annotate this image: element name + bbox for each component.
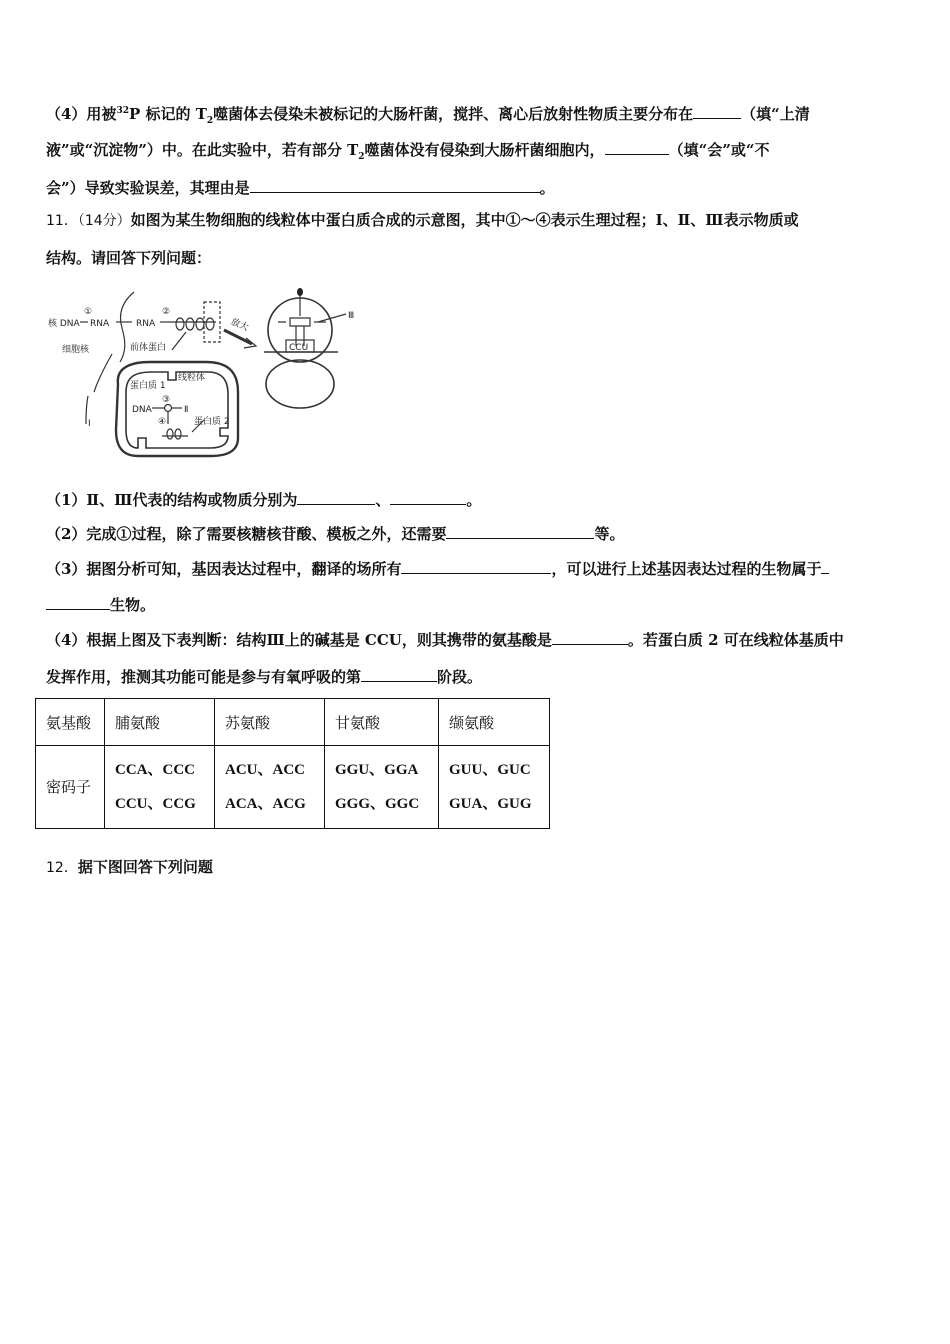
q10-part4-line1: （4）用被$^{32}$P 标记的 $T_2$噬菌体去侵染未被标记的大肠杆菌，搅拌、离心后放射性物质主要分布在 （填“上清: [46, 105, 810, 126]
label-dna: DNA: [132, 405, 152, 415]
label-step4: ④: [158, 417, 167, 427]
ribosome: [176, 318, 184, 330]
table-cell: CCA、CCC CCU、CCG: [105, 746, 215, 829]
label-step1: ①: [84, 307, 93, 317]
label-precursor-protein: 前体蛋白: [130, 343, 167, 353]
label-rna: RNA: [136, 319, 156, 329]
table-cell: GUU、GUC GUA、GUG: [439, 746, 550, 829]
table-cell: 苏氨酸: [215, 699, 325, 746]
answer-blank[interactable]: [605, 140, 669, 155]
table-cell: 缬氨酸: [439, 699, 550, 746]
answer-blank[interactable]: [390, 490, 466, 505]
table-cell: ACU、ACC ACA、ACG: [215, 746, 325, 829]
label-anticodon: CCU: [289, 343, 309, 353]
q12-stem: 12．据下图回答下列问题: [46, 858, 213, 876]
pointer-line: [318, 314, 346, 322]
answer-blank[interactable]: [446, 524, 594, 539]
ribosome: [186, 318, 194, 330]
ribosome-small: [165, 405, 172, 412]
q11-part3-line1: （3）据图分析可知，基因表达过程中，翻译的场所有 ，可以进行上述基因表达过程的生物属于: [46, 558, 829, 580]
q11-stem-line1: 11．（14分）如图为某生物细胞的线粒体中蛋白质合成的示意图，其中①～④表示生理过程；Ⅰ、Ⅱ、Ⅲ表示物质或: [46, 211, 799, 229]
q11-part3-line2: 生物。: [46, 594, 155, 616]
q10-part4-line2: 液”或“沉淀物”）中。在此实验中，若有部分 $T_2$噬菌体没有侵染到大肠杆菌细胞内， （填“会”或“不: [46, 141, 770, 162]
ribosome-small-subunit: [266, 360, 334, 408]
table-cell: 脯氨酸: [105, 699, 215, 746]
answer-blank[interactable]: [552, 630, 628, 645]
q10-part4-line3: 会”）导致实验误差，其理由是 。: [46, 179, 555, 197]
label-enlarge: 放大: [229, 317, 250, 334]
nuclear-envelope-lower: [94, 354, 112, 392]
q11-part4-line1: （4）根据上图及下表判断：结构Ⅲ上的碱基是 CCU，则其携带的氨基酸是 。若蛋白质 2 可在线粒体基质中: [46, 631, 844, 649]
label-roman-1: Ⅰ: [88, 419, 91, 429]
answer-blank[interactable]: [297, 490, 375, 505]
label-protein-2: 蛋白质 2: [194, 417, 230, 427]
answer-blank[interactable]: [693, 104, 741, 119]
answer-blank[interactable]: [401, 559, 551, 574]
ribosome: [196, 318, 204, 330]
mitochondria-protein-synthesis-diagram: [46, 288, 366, 460]
amino-acid-dot: [297, 288, 303, 296]
table-row: [36, 699, 550, 746]
q11-stem-line2: 结构。请回答下列问题：: [46, 249, 212, 267]
answer-blank[interactable]: [821, 559, 829, 574]
table-cell: 密码子: [36, 746, 105, 829]
table-row: [36, 746, 550, 829]
label-step3: ③: [162, 395, 171, 405]
label-nuclear-dna: 核 DNA: [48, 319, 80, 329]
label-protein-1: 蛋白质 1: [130, 381, 166, 391]
enlarge-arrow: [224, 330, 252, 344]
table-cell: GGU、GGA GGG、GGC: [325, 746, 439, 829]
answer-blank[interactable]: [46, 595, 110, 610]
ribosome: [206, 318, 214, 330]
label-roman-2: Ⅱ: [184, 405, 189, 415]
q11-part4-line2: 发挥作用，推测其功能可能是参与有氧呼吸的第 阶段。: [46, 668, 483, 686]
q11-part1: （1）Ⅱ、Ⅲ代表的结构或物质分别为 、 。: [46, 491, 482, 509]
label-mitochondrion: 线粒体: [178, 373, 206, 383]
answer-blank[interactable]: [361, 667, 437, 682]
answer-blank[interactable]: [250, 178, 540, 193]
arrow: [172, 332, 186, 350]
label-step2: ②: [162, 307, 171, 317]
q11-part2: （2）完成①过程，除了需要核糖核苷酸、模板之外，还需要 等。: [46, 525, 625, 543]
label-roman-3: Ⅲ: [348, 311, 355, 321]
label-nucleus: 细胞核: [62, 345, 90, 355]
table-cell: 氨基酸: [36, 699, 105, 746]
ribosome: [175, 429, 181, 439]
codon-table: [35, 698, 550, 829]
label-rna: RNA: [90, 319, 110, 329]
table-cell: 甘氨酸: [325, 699, 439, 746]
ribosome: [167, 429, 173, 439]
